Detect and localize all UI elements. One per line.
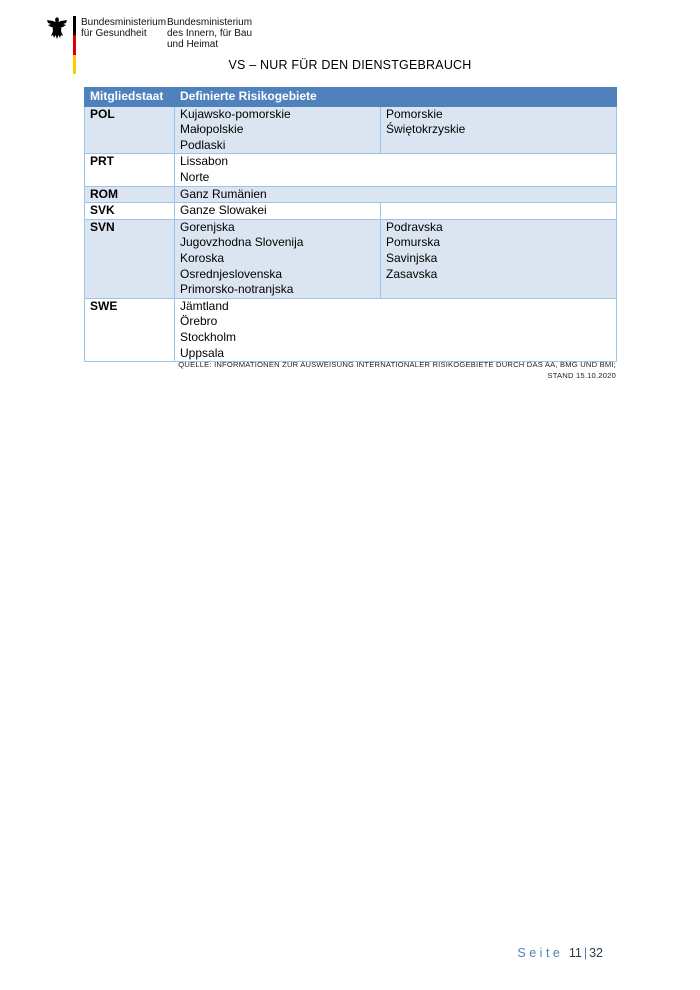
risk-areas-table [84, 87, 617, 362]
flag-stripe-red [73, 35, 76, 54]
region-name: Norte [180, 169, 210, 184]
region-name: Podlaski [180, 137, 226, 152]
ministry-interior-line: und Heimat [167, 39, 219, 50]
federal-eagle-icon [46, 16, 68, 40]
page-separator: | [583, 946, 588, 960]
region-name: Jugovzhodna Slovenija [180, 235, 304, 250]
region-name: Lissabon [180, 154, 229, 169]
member-state-code: SVN [85, 219, 175, 298]
table-row [85, 203, 617, 220]
region-name: Primorsko-notranjska [180, 282, 294, 297]
region-cell [175, 154, 617, 186]
table-row [85, 186, 617, 203]
member-state-code: SWE [85, 298, 175, 361]
region-name: Ganz Rumänien [180, 186, 267, 201]
classification-heading: VS – NUR FÜR DEN DIENSTGEBRAUCH [228, 58, 472, 72]
region-name: Koroska [180, 250, 225, 265]
member-state-code: ROM [85, 186, 175, 203]
region-cell [175, 203, 381, 220]
region-name: Pomurska [386, 235, 441, 250]
region-name: Savinjska [386, 250, 438, 265]
region-cell [175, 106, 381, 154]
table-header-row [85, 88, 617, 107]
page-number [517, 946, 603, 960]
region-name: Stockholm [180, 329, 237, 344]
ministry-health-line: Bundesministerium [81, 17, 167, 28]
table-body [85, 106, 617, 362]
region-name: Jämtland [180, 298, 229, 313]
region-name: Pomorskie [386, 106, 443, 121]
ministry-interior-label [167, 17, 252, 50]
member-state-code: POL [85, 106, 175, 154]
region-cell [381, 203, 617, 220]
ministry-interior-line: des Innern, für Bau [167, 28, 253, 39]
region-name: Podravska [386, 219, 443, 234]
region-cell [381, 106, 617, 154]
current-page: 11 [568, 946, 582, 960]
ministry-interior-line: Bundesministerium [167, 17, 253, 28]
member-state-code: PRT [85, 154, 175, 186]
region-name: Zasavska [386, 266, 438, 281]
region-name: Uppsala [180, 345, 225, 360]
table-row [85, 298, 617, 361]
region-cell [175, 186, 617, 203]
table-row [85, 219, 617, 298]
member-state-code: SVK [85, 203, 175, 220]
region-name: Ganze Slowakei [180, 203, 267, 218]
column-header-state: Mitgliedstaat [85, 88, 175, 107]
region-name: Örebro [180, 314, 218, 329]
ministry-health-line: für Gesundheit [81, 28, 147, 39]
total-pages: 32 [589, 946, 603, 960]
column-header-regions: Definierte Risikogebiete [175, 88, 617, 107]
region-name: Świętokrzyskie [386, 122, 466, 137]
region-name: Kujawsko-pomorskie [180, 106, 291, 121]
table-row [85, 154, 617, 186]
region-cell [175, 219, 381, 298]
page-word: Seite [517, 946, 564, 960]
source-date: STAND 15.10.2020 [547, 370, 616, 380]
table-row [85, 106, 617, 154]
region-cell [381, 219, 617, 298]
region-name: Gorenjska [180, 219, 235, 234]
source-note [178, 360, 616, 381]
ministry-health-label [81, 17, 166, 39]
region-name: Osrednjeslovenska [180, 266, 283, 281]
flag-stripe-black [73, 16, 76, 35]
region-name: Małopolskie [180, 122, 244, 137]
source-line: QUELLE: INFORMATIONEN ZUR AUSWEISUNG INTERNATIONALER RISIKOGEBIETE DURCH DAS AA, BMG UND BMI; [178, 360, 616, 369]
region-cell [175, 298, 617, 361]
